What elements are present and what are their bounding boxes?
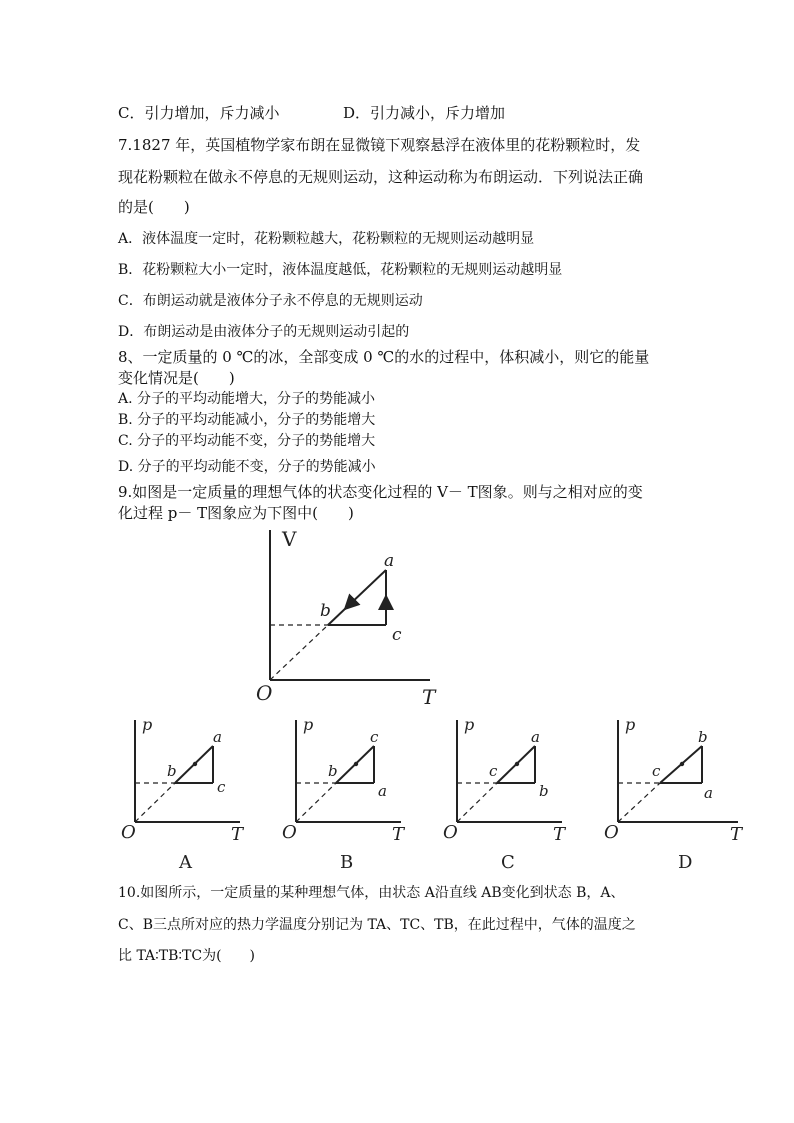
pt-c-x-label: T — [553, 824, 566, 845]
q8-option-a: A. 分子的平均动能增大，分子的势能减小 — [118, 391, 376, 407]
q7-option-c: C．布朗运动就是液体分子永不停息的无规则运动 — [118, 293, 423, 309]
vt-origin-label: O — [256, 681, 273, 705]
pt-a-x-label: T — [231, 824, 244, 845]
pt-a-origin: O — [121, 822, 136, 843]
pt-a-y-label: p — [142, 715, 153, 734]
pt-c-right: b — [539, 782, 549, 800]
pt-a-arrow-dot — [193, 762, 197, 766]
q9-stem-line2: 化过程 p－ T图象应为下图中( ) — [118, 504, 354, 522]
pt-b-left: b — [328, 762, 338, 780]
q7-option-d: D．布朗运动是由液体分子的无规则运动引起的 — [118, 324, 410, 340]
pt-c-top: a — [531, 728, 540, 746]
pt-d-x-label: T — [730, 824, 743, 845]
pt-d-top: b — [698, 728, 708, 746]
pt-a-top: a — [213, 728, 222, 746]
q7-option-a: A．液体温度一定时，花粉颗粒越大，花粉颗粒的无规则运动越明显 — [118, 231, 535, 247]
q10-stem-line1: 10.如图所示，一定质量的某种理想气体，由状态 A沿直线 AB变化到状态 B，A、 — [118, 885, 625, 901]
pt-c-y-label: p — [464, 715, 475, 734]
pt-d-right: a — [704, 784, 713, 802]
pt-a-right: c — [217, 778, 226, 796]
q8-option-d: D. 分子的平均动能不变，分子的势能减小 — [118, 459, 376, 475]
pt-b-x-label: T — [392, 824, 405, 845]
pt-b-y-label: p — [303, 715, 314, 734]
pt-b-right: a — [378, 782, 387, 800]
pt-d-origin: O — [604, 822, 619, 843]
vt-x-label: T — [422, 685, 436, 709]
q10-stem-line3: 比 TA∶TB∶TC为( ) — [118, 948, 256, 964]
pt-graph-b — [276, 712, 416, 877]
q8-stem-line2: 变化情况是( ) — [118, 369, 235, 387]
q7-stem-line3: 的是( ) — [118, 198, 190, 216]
vt-dashed-diagonal — [270, 625, 328, 680]
vt-graph — [250, 520, 450, 710]
vt-arrow-ab — [345, 600, 354, 609]
q7-stem-line2: 现花粉颗粒在做永不停息的无规则运动，这种运动称为布朗运动．下列说法正确 — [118, 168, 644, 186]
pt-b-top: c — [370, 728, 379, 746]
pt-a-dashed-diagonal — [135, 783, 175, 822]
vt-path-ba — [328, 570, 386, 625]
pt-c-origin: O — [443, 822, 458, 843]
pt-d-label: D — [678, 852, 693, 873]
q6-option-c: C．引力增加，斥力减小 — [118, 104, 280, 122]
pt-b-arrow-dot — [354, 762, 358, 766]
pt-graph-d — [598, 712, 758, 877]
vt-point-b: b — [320, 601, 331, 621]
pt-d-left: c — [652, 762, 661, 780]
pt-d-dashed-diagonal — [618, 783, 660, 822]
pt-d-y-label: p — [625, 715, 636, 734]
vt-y-label: V — [282, 527, 297, 551]
q8-option-b: B. 分子的平均动能减小，分子的势能增大 — [118, 412, 376, 428]
pt-b-label: B — [340, 852, 354, 873]
pt-c-label: C — [501, 852, 515, 873]
pt-c-dashed-diagonal — [457, 783, 497, 822]
q9-stem-line1: 9.如图是一定质量的理想气体的状态变化过程的 V－ T图象。则与之相对应的变 — [118, 483, 643, 501]
pt-b-origin: O — [282, 822, 297, 843]
pt-a-left: b — [167, 762, 177, 780]
q8-stem-line1: 8、一定质量的 0 ℃的冰，全部变成 0 ℃的水的过程中，体积减小，则它的能量 — [118, 348, 650, 366]
pt-b-dashed-diagonal — [296, 783, 336, 822]
q8-option-c: C. 分子的平均动能不变，分子的势能增大 — [118, 433, 376, 449]
q10-stem-line2: C、B三点所对应的热力学温度分别记为 TA、TC、TB，在此过程中，气体的温度之 — [118, 917, 636, 933]
pt-d-arrow-dot — [680, 762, 684, 766]
pt-c-left: c — [489, 762, 498, 780]
q7-option-b: B．花粉颗粒大小一定时，液体温度越低，花粉颗粒的无规则运动越明显 — [118, 262, 563, 278]
pt-graph-c — [437, 712, 577, 877]
pt-graph-a — [115, 712, 255, 877]
vt-point-c: c — [392, 625, 402, 645]
q7-stem-line1: 7.1827 年，英国植物学家布朗在显微镜下观察悬浮在液体里的花粉颗粒时，发 — [118, 136, 641, 154]
vt-point-a: a — [384, 551, 395, 571]
q6-option-d: D．引力减小，斥力增加 — [343, 104, 506, 122]
pt-c-arrow-dot — [515, 762, 519, 766]
pt-a-label: A — [179, 852, 192, 873]
